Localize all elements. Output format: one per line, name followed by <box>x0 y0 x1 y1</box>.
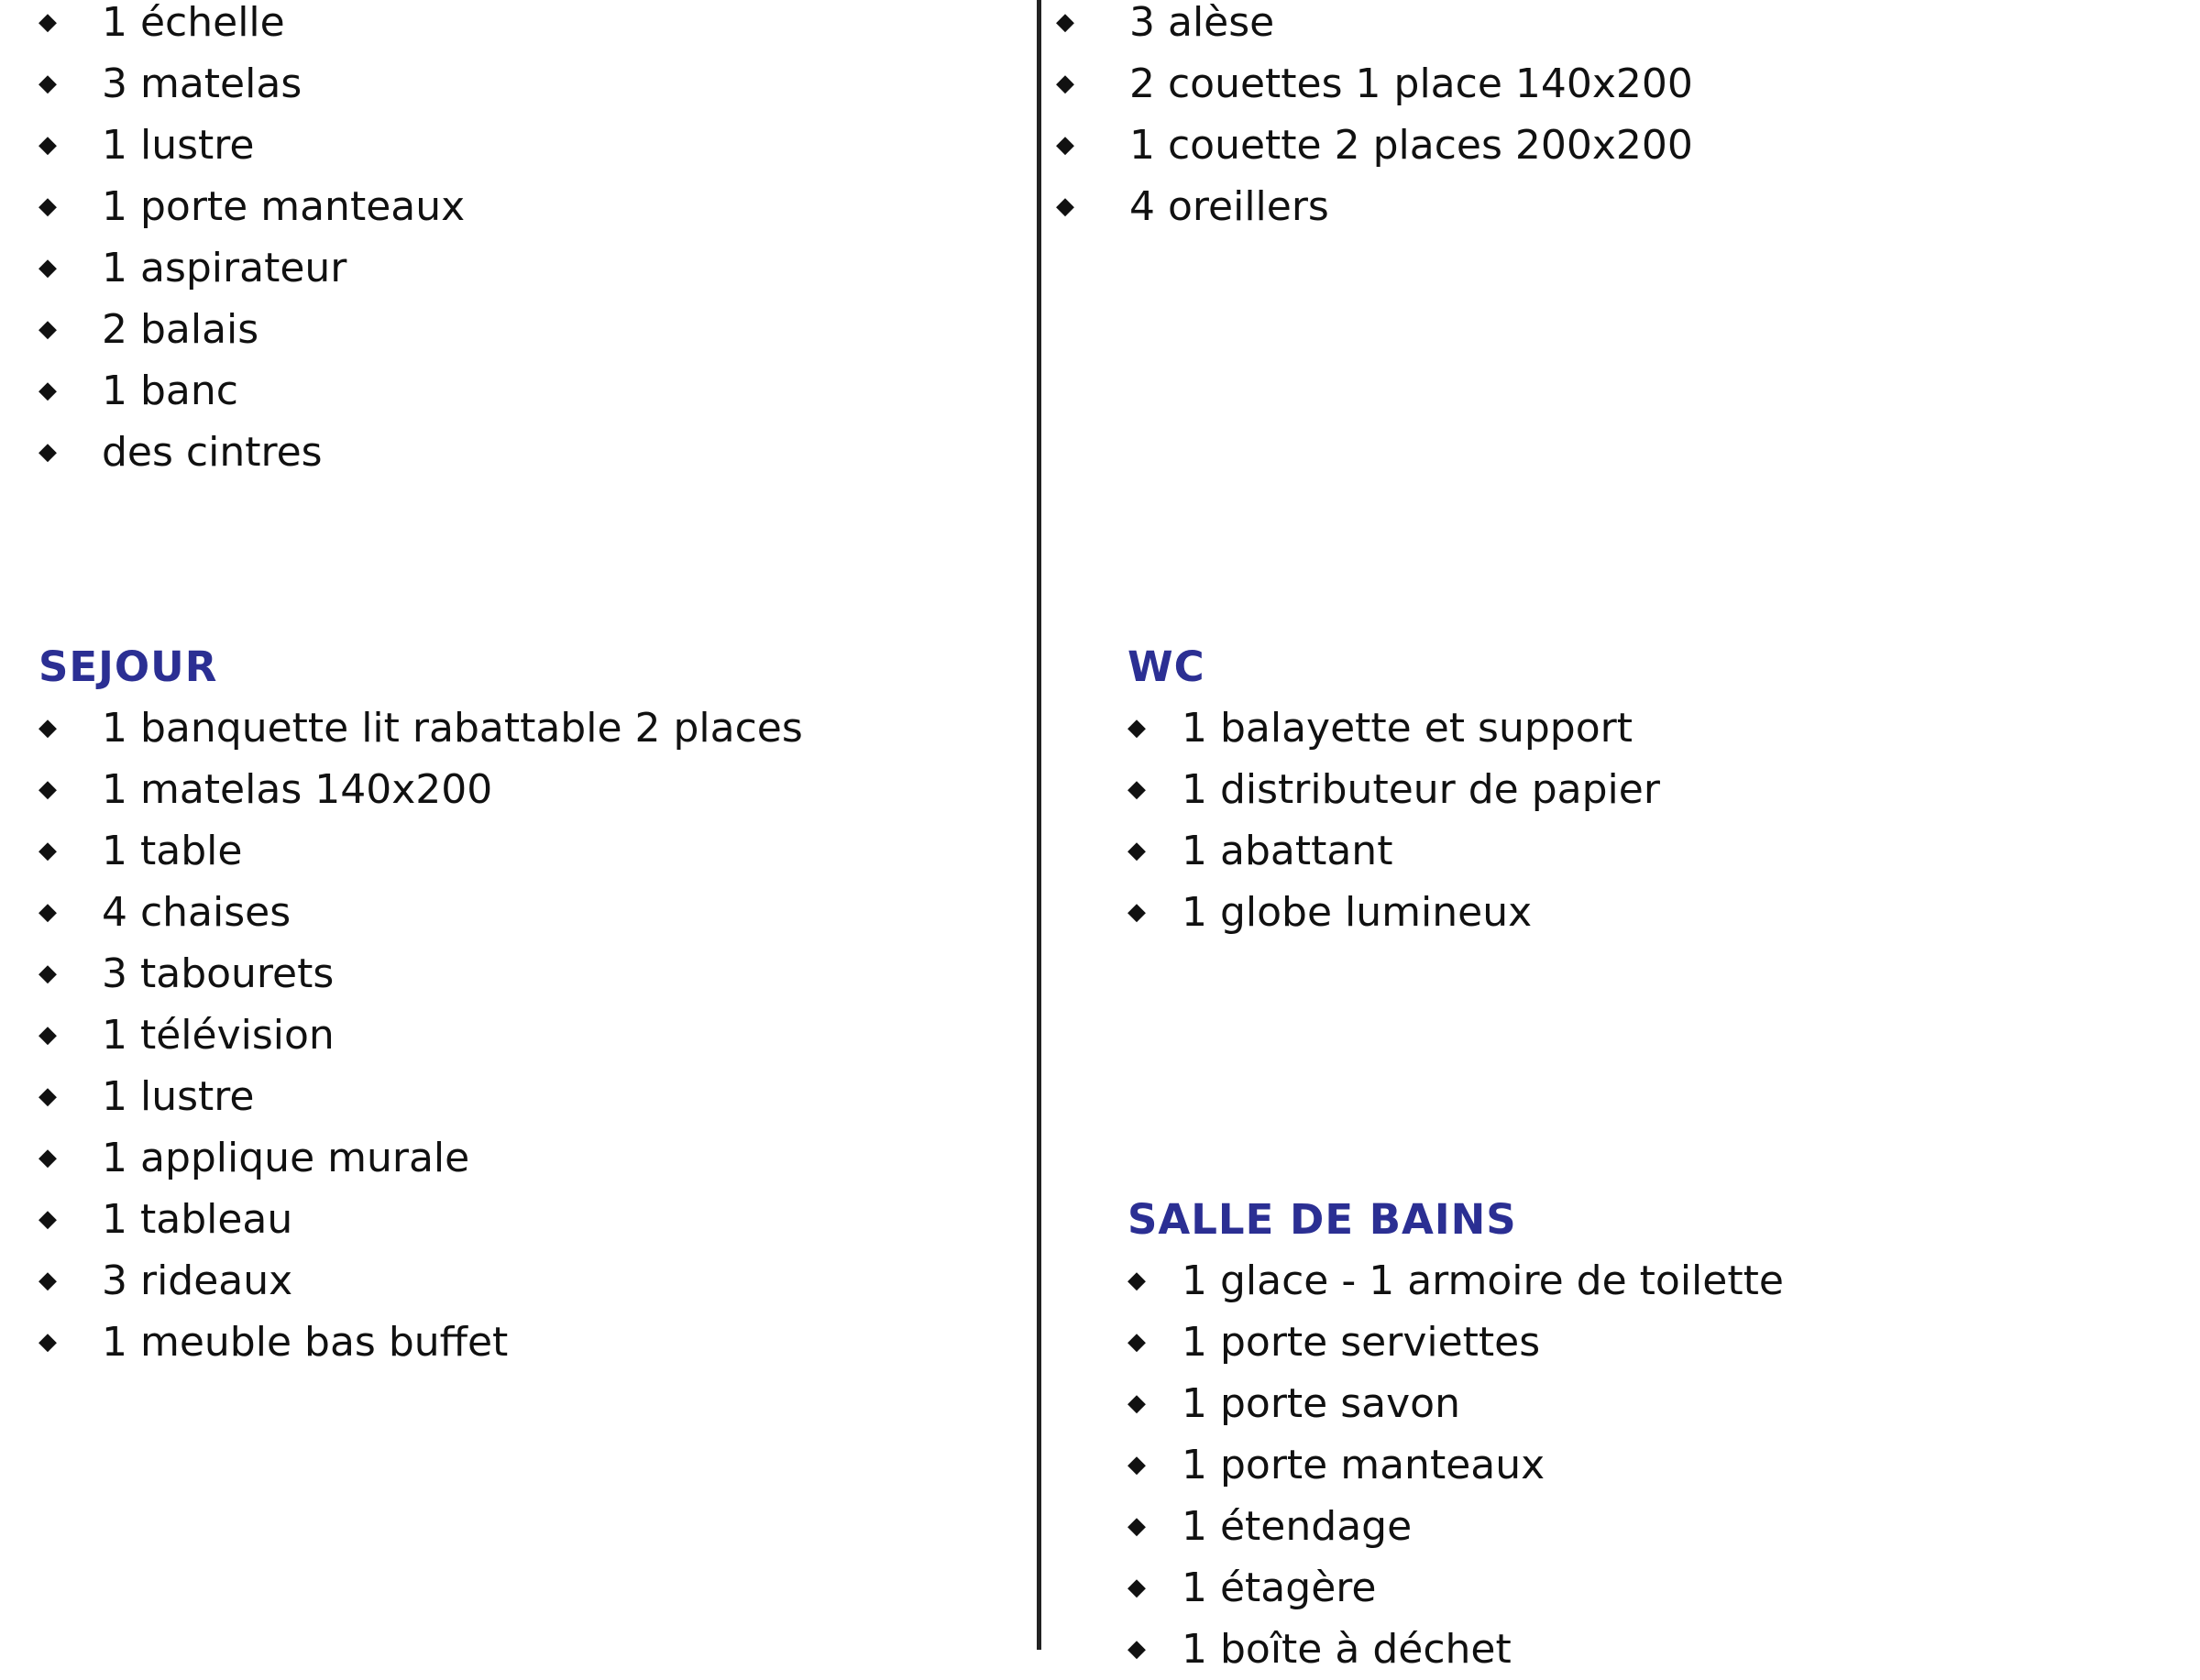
diamond-bullet-icon: ◆ <box>1056 192 1074 220</box>
list-item: ◆ 1 lustre <box>38 115 465 176</box>
diamond-bullet-icon: ◆ <box>1128 837 1146 864</box>
diamond-bullet-icon: ◆ <box>1128 1574 1146 1601</box>
diamond-bullet-icon: ◆ <box>38 898 57 926</box>
list-item: ◆ 1 étagère <box>1128 1557 1784 1619</box>
diamond-bullet-icon: ◆ <box>1128 714 1146 741</box>
diamond-bullet-icon: ◆ <box>38 837 57 864</box>
list-item: ◆ 1 applique murale <box>38 1127 803 1189</box>
list-item: ◆ 1 glace - 1 armoire de toilette <box>1128 1250 1784 1312</box>
top-left-section <box>38 0 465 483</box>
diamond-bullet-icon: ◆ <box>38 131 57 159</box>
diamond-bullet-icon: ◆ <box>38 775 57 803</box>
diamond-bullet-icon: ◆ <box>38 438 57 466</box>
list-item: ◆ 3 tabourets <box>38 943 803 1005</box>
diamond-bullet-icon: ◆ <box>38 1082 57 1110</box>
list-item: ◆ 1 porte serviettes <box>1128 1312 1784 1373</box>
list-item: ◆ 1 meuble bas buffet <box>38 1312 803 1373</box>
diamond-bullet-icon: ◆ <box>1128 1512 1146 1540</box>
diamond-bullet-icon: ◆ <box>38 8 57 36</box>
diamond-bullet-icon: ◆ <box>1128 1451 1146 1478</box>
column-divider <box>1037 0 1041 1650</box>
wc-heading: WC <box>1128 642 1205 691</box>
diamond-bullet-icon: ◆ <box>38 714 57 741</box>
list-item: ◆ 1 aspirateur <box>38 237 465 299</box>
top-right-item-list <box>1056 0 1693 237</box>
salle-de-bains-item-list <box>1128 1250 1784 1680</box>
list-item: ◆ 4 chaises <box>38 882 803 943</box>
top-left-item-list <box>38 0 465 483</box>
diamond-bullet-icon: ◆ <box>38 960 57 987</box>
list-item: ◆ 1 lustre <box>38 1066 803 1127</box>
list-item: ◆ 3 matelas <box>38 53 465 115</box>
top-right-section <box>1056 0 1693 237</box>
list-item: ◆ 1 porte savon <box>1128 1373 1784 1434</box>
diamond-bullet-icon: ◆ <box>1056 131 1074 159</box>
diamond-bullet-icon: ◆ <box>38 70 57 97</box>
salle-de-bains-heading: SALLE DE BAINS <box>1128 1195 1517 1244</box>
diamond-bullet-icon: ◆ <box>38 1267 57 1294</box>
diamond-bullet-icon: ◆ <box>38 377 57 404</box>
diamond-bullet-icon: ◆ <box>1128 898 1146 926</box>
diamond-bullet-icon: ◆ <box>38 1144 57 1171</box>
list-item: ◆ 1 porte manteaux <box>1128 1434 1784 1496</box>
list-item: ◆ 4 oreillers <box>1056 176 1693 237</box>
list-item: ◆ 1 abattant <box>1128 820 1660 882</box>
diamond-bullet-icon: ◆ <box>1056 8 1074 36</box>
diamond-bullet-icon: ◆ <box>38 315 57 343</box>
diamond-bullet-icon: ◆ <box>1128 1267 1146 1294</box>
list-item: ◆ 1 télévision <box>38 1005 803 1066</box>
diamond-bullet-icon: ◆ <box>1128 1328 1146 1356</box>
diamond-bullet-icon: ◆ <box>38 1205 57 1233</box>
list-item: ◆ 1 échelle <box>38 0 465 53</box>
salle-de-bains-section <box>1128 1189 1784 1680</box>
list-item: ◆ 1 porte manteaux <box>38 176 465 237</box>
diamond-bullet-icon: ◆ <box>38 192 57 220</box>
list-item: ◆ 2 balais <box>38 299 465 360</box>
list-item: ◆ 3 rideaux <box>38 1250 803 1312</box>
diamond-bullet-icon: ◆ <box>38 1328 57 1356</box>
list-item: ◆ 1 distributeur de papier <box>1128 759 1660 820</box>
sejour-heading: SEJOUR <box>38 642 218 691</box>
sejour-section <box>38 636 803 1373</box>
list-item: ◆ des cintres <box>38 422 465 483</box>
list-item: ◆ 1 balayette et support <box>1128 697 1660 759</box>
sejour-item-list <box>38 697 803 1373</box>
wc-item-list <box>1128 697 1660 943</box>
list-item: ◆ 3 alèse <box>1056 0 1693 53</box>
list-item: ◆ 1 étendage <box>1128 1496 1784 1557</box>
diamond-bullet-icon: ◆ <box>38 1021 57 1049</box>
list-item: ◆ 1 banc <box>38 360 465 422</box>
list-item: ◆ 1 boîte à déchet <box>1128 1619 1784 1680</box>
list-item: ◆ 1 globe lumineux <box>1128 882 1660 943</box>
list-item: ◆ 1 couette 2 places 200x200 <box>1056 115 1693 176</box>
diamond-bullet-icon: ◆ <box>1056 70 1074 97</box>
diamond-bullet-icon: ◆ <box>1128 1635 1146 1663</box>
list-item: ◆ 1 banquette lit rabattable 2 places <box>38 697 803 759</box>
list-item: ◆ 1 table <box>38 820 803 882</box>
list-item: ◆ 2 couettes 1 place 140x200 <box>1056 53 1693 115</box>
diamond-bullet-icon: ◆ <box>38 254 57 281</box>
diamond-bullet-icon: ◆ <box>1128 775 1146 803</box>
list-item: ◆ 1 matelas 140x200 <box>38 759 803 820</box>
diamond-bullet-icon: ◆ <box>1128 1389 1146 1417</box>
wc-section <box>1128 636 1660 943</box>
list-item: ◆ 1 tableau <box>38 1189 803 1250</box>
